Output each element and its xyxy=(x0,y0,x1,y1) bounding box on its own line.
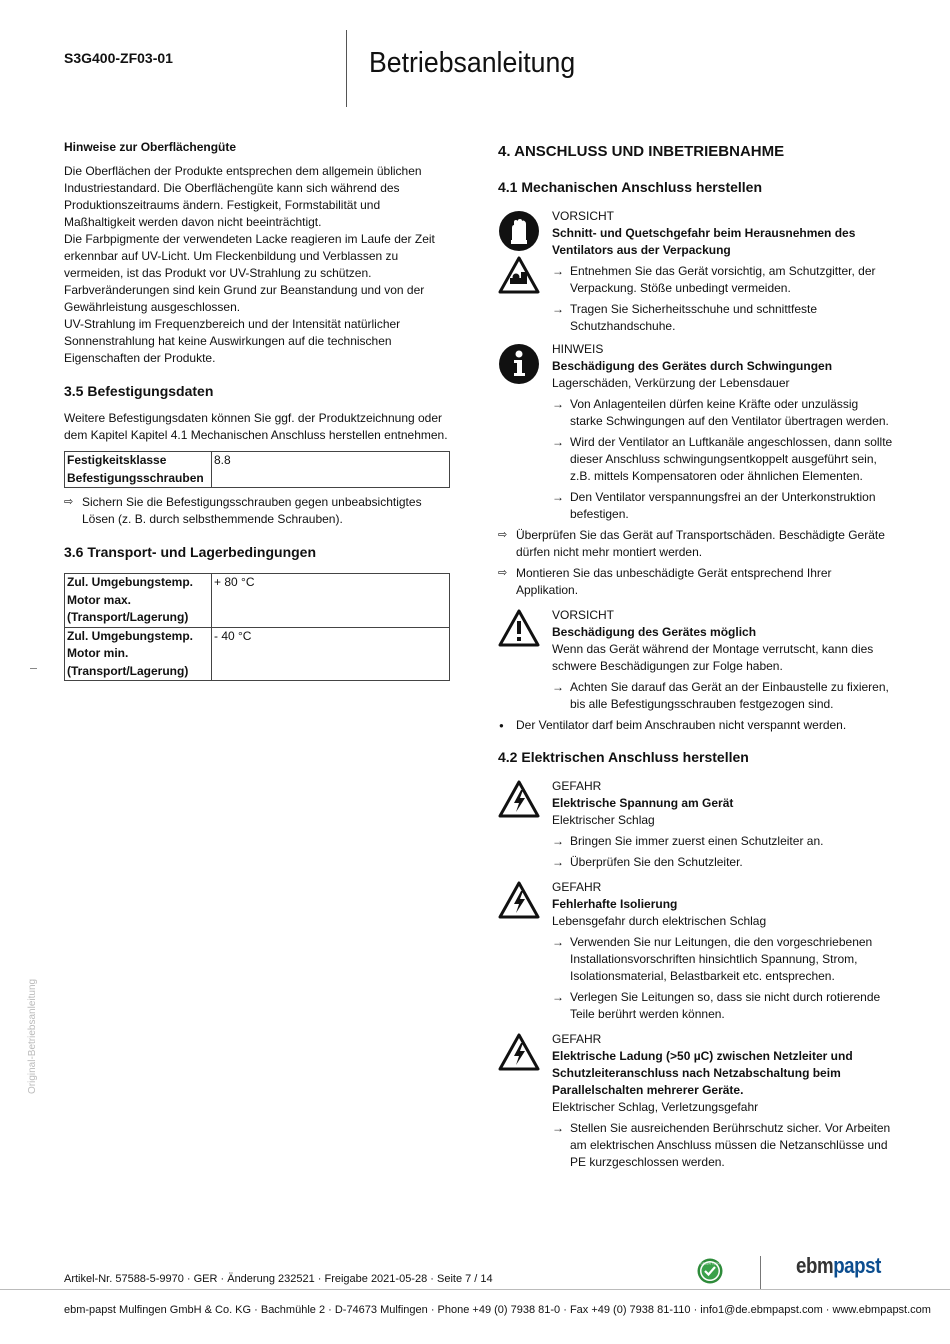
brand-ebm: ebm xyxy=(796,1253,834,1278)
note-arrow-icon: ⇨ xyxy=(498,529,508,541)
action-text: Verwenden Sie nur Leitungen, die den vorgeschriebenen Installationsvorschriften hinsichtlich Spannung, Strom, Isolationsmaterial, Belastbarkeit etc. entsprechen. xyxy=(570,935,873,983)
bullet-item xyxy=(498,717,893,734)
surface-paragraph-2: Die Farbpigmente der verwendeten Lacke reagieren im Laufe der Zeit erkennbar auf UV-Licht. Um Fleckenbildung und Verblassen zu vermeiden, ist das Produkt vor UV-Strahlung zu schützen. Farbveränderungen sind kein Grund zur Beanstandung und von der Gewährleistung ausgeschlossen. xyxy=(64,232,435,314)
danger-block-insulation xyxy=(498,879,893,1023)
table-row xyxy=(65,574,450,628)
action-item xyxy=(552,1120,893,1171)
hazard-consequence: Elektrischer Schlag, Verletzungsgefahr xyxy=(552,1100,759,1114)
left-column xyxy=(64,139,450,681)
hazard-consequence: Lagerschäden, Verkürzung der Lebensdauer xyxy=(552,376,790,390)
action-text: Von Anlagenteilen dürfen keine Kräfte oder unzulässig starke Schwingungen auf den Ventilator übertragen werden. xyxy=(570,397,889,428)
note-arrow-icon: ⇨ xyxy=(64,496,74,508)
note-text: Sichern Sie die Befestigungsschrauben gegen unbeabsichtigtes Lösen (z. B. durch selbsthemmende Schrauben). xyxy=(82,495,422,526)
action-text: Bringen Sie immer zuerst einen Schutzleiter an. xyxy=(570,834,824,848)
hazard-title: Schnitt- und Quetschgefahr beim Herausnehmen des Ventilators aus der Verpackung xyxy=(552,226,856,257)
table-value: 8.8 xyxy=(212,452,450,488)
action-text: Entnehmen Sie das Gerät vorsichtig, am Schutzgitter, der Verpackung. Stöße unbedingt vermeiden. xyxy=(570,264,876,295)
arrow-right-icon: → xyxy=(552,935,564,949)
section-3-6-heading: 3.6 Transport- und Lagerbedingungen xyxy=(64,544,317,560)
section-4-1-heading: 4.1 Mechanischen Anschluss herstellen xyxy=(498,179,763,195)
action-text: Stellen Sie ausreichenden Berührschutz sicher. Vor Arbeiten am elektrischen Anschluss müssen die Netzanschlüsse und PE kurzgeschlossen werden. xyxy=(570,1121,891,1169)
action-text: Den Ventilator verspannungsfrei an der Unterkonstruktion befestigen. xyxy=(570,490,876,521)
action-text: Verlegen Sie Leitungen so, dass sie nicht durch rotierende Teile berührt werden können. xyxy=(570,990,881,1021)
action-text: Achten Sie darauf das Gerät an der Einbaustelle zu fixieren, bis alle Befestigungsschrauben festgezogen sind. xyxy=(570,680,889,711)
table-key: Zul. Umgebungstemp. Motor max. (Transport/Lagerung) xyxy=(65,574,212,628)
hazard-title: Beschädigung des Gerätes durch Schwingungen xyxy=(552,359,833,373)
arrow-right-icon: → xyxy=(552,990,564,1004)
table-value: + 80 °C xyxy=(212,574,450,628)
fastening-table xyxy=(64,451,450,488)
hazard-title: Elektrische Ladung (>50 µC) zwischen Netzleiter und Schutzleiteranschluss nach Netzabschaltung beim Parallelschalten mehrerer Geräte. xyxy=(552,1049,853,1097)
warning-triangle-icon xyxy=(498,609,540,647)
hazard-title: Beschädigung des Gerätes möglich xyxy=(552,625,757,639)
surface-heading: Hinweise zur Oberflächengüte xyxy=(64,140,237,154)
action-item xyxy=(552,854,893,871)
hazard-consequence: Elektrischer Schlag xyxy=(552,813,655,827)
action-text: Tragen Sie Sicherheitsschuhe und schnittfeste Schutzhandschuhe. xyxy=(570,302,818,333)
arrow-right-icon: → xyxy=(552,490,564,504)
hazard-title: Elektrische Spannung am Gerät xyxy=(552,796,734,810)
note-item xyxy=(498,527,893,561)
action-item xyxy=(552,989,893,1023)
surface-paragraph-3: UV-Strahlung im Frequenzbereich und der Intensität natürlicher Sonnenstrahlung hat keine Auswirkungen auf die technischen Eigenschaften der Produkte. xyxy=(64,317,401,365)
brand-logo xyxy=(796,1253,881,1278)
action-item xyxy=(552,934,893,985)
gloves-mandatory-icon xyxy=(498,210,540,252)
electric-hazard-icon xyxy=(498,1033,540,1071)
action-item xyxy=(552,301,893,335)
action-item xyxy=(552,396,893,430)
arrow-right-icon: → xyxy=(552,264,564,278)
signal-word: VORSICHT xyxy=(552,608,615,622)
note-text: Montieren Sie das unbeschädigte Gerät entsprechend Ihrer Applikation. xyxy=(516,566,832,597)
notice-block-vibration xyxy=(498,341,893,523)
action-item xyxy=(552,679,893,713)
bullet-icon: ● xyxy=(499,721,504,730)
company-address: ebm-papst Mulfingen GmbH & Co. KG · Bachmühle 2 · D-74673 Mulfingen · Phone +49 (0) 7938 81-0 · Fax +49 (0) 7938 81-110 · info1@de.ebmpapst.com · www.ebmpapst.com xyxy=(64,1304,931,1316)
signal-word: VORSICHT xyxy=(552,209,615,223)
signal-word: GEFAHR xyxy=(552,1032,602,1046)
arrow-right-icon: → xyxy=(552,302,564,316)
hazard-consequence: Wenn das Gerät während der Montage verrutscht, kann dies schwere Beschädigungen zur Folge haben. xyxy=(552,642,874,673)
section-3-5-text: Weitere Befestigungsdaten können Sie ggf. der Produktzeichnung oder dem Kapitel Kapitel 4.1 Mechanischen Anschluss herstellen entnehmen. xyxy=(64,411,448,442)
crush-hazard-icon xyxy=(498,256,540,294)
arrow-right-icon: → xyxy=(552,397,564,411)
side-label: Original-Betriebsanleitung xyxy=(27,978,38,1094)
surface-paragraph-1: Die Oberflächen der Produkte entsprechen dem allgemein üblichen Industriestandard. Die Oberflächengüte kann sich während des Produktionszeitraums ändern. Festigkeit, Formstabilität und Maßhaltigkeit werden davon nicht beeinträchtigt. xyxy=(64,164,422,229)
action-item xyxy=(552,263,893,297)
footer-rule xyxy=(0,1289,950,1290)
action-item xyxy=(552,434,893,485)
table-row xyxy=(65,452,450,488)
action-item xyxy=(552,833,893,850)
arrow-right-icon: → xyxy=(552,680,564,694)
signal-word: HINWEIS xyxy=(552,342,604,356)
arrow-right-icon: → xyxy=(552,435,564,449)
info-icon xyxy=(498,343,540,385)
brand-papst: papst xyxy=(833,1253,881,1278)
danger-block-charge xyxy=(498,1031,893,1171)
table-key: Festigkeitsklasse Befestigungsschrauben xyxy=(65,452,212,488)
transport-table xyxy=(64,573,450,681)
note-item xyxy=(64,494,450,528)
product-code: S3G400-ZF03-01 xyxy=(64,50,173,66)
green-tech-badge-icon xyxy=(697,1258,723,1284)
hazard-title: Fehlerhafte Isolierung xyxy=(552,897,678,911)
logo-divider xyxy=(760,1256,761,1290)
right-column xyxy=(498,139,893,1175)
electric-hazard-icon xyxy=(498,780,540,818)
electric-hazard-icon xyxy=(498,881,540,919)
signal-word: GEFAHR xyxy=(552,880,602,894)
danger-block-voltage xyxy=(498,778,893,871)
table-value: - 40 °C xyxy=(212,627,450,681)
margin-dash xyxy=(30,668,37,669)
bullet-text: Der Ventilator darf beim Anschrauben nicht verspannt werden. xyxy=(516,718,847,732)
hazard-consequence: Lebensgefahr durch elektrischen Schlag xyxy=(552,914,767,928)
arrow-right-icon: → xyxy=(552,1121,564,1135)
table-row xyxy=(65,627,450,681)
note-arrow-icon: ⇨ xyxy=(498,567,508,579)
badge-text: GREEN TECH xyxy=(700,1261,720,1266)
table-key: Zul. Umgebungstemp. Motor min. (Transport/Lagerung) xyxy=(65,627,212,681)
action-item xyxy=(552,489,893,523)
action-text: Wird der Ventilator an Luftkanäle angeschlossen, dann sollte dieser Anschluss schwingungsentkoppelt ausgeführt sein, z.B. mittels Kompensatoren oder ähnlichen Elementen. xyxy=(570,435,893,483)
arrow-right-icon: → xyxy=(552,834,564,848)
note-text: Überprüfen Sie das Gerät auf Transportschäden. Beschädigte Geräte dürfen nicht mehr montiert werden. xyxy=(516,528,885,559)
section-3-5-heading: 3.5 Befestigungsdaten xyxy=(64,383,214,399)
document-title: Betriebsanleitung xyxy=(369,47,576,79)
article-info: Artikel-Nr. 57588-5-9970 · GER · Änderung 232521 · Freigabe 2021-05-28 · Seite 7 / 14 xyxy=(64,1273,493,1285)
caution-block-damage xyxy=(498,607,893,713)
note-item xyxy=(498,565,893,599)
action-text: Überprüfen Sie den Schutzleiter. xyxy=(570,855,743,869)
chapter-4-heading: 4. ANSCHLUSS UND INBETRIEBNAHME xyxy=(498,143,785,160)
caution-block-cut-hazard xyxy=(498,208,893,335)
arrow-right-icon: → xyxy=(552,855,564,869)
section-4-2-heading: 4.2 Elektrischen Anschluss herstellen xyxy=(498,749,749,765)
header-divider xyxy=(346,30,347,107)
signal-word: GEFAHR xyxy=(552,779,602,793)
